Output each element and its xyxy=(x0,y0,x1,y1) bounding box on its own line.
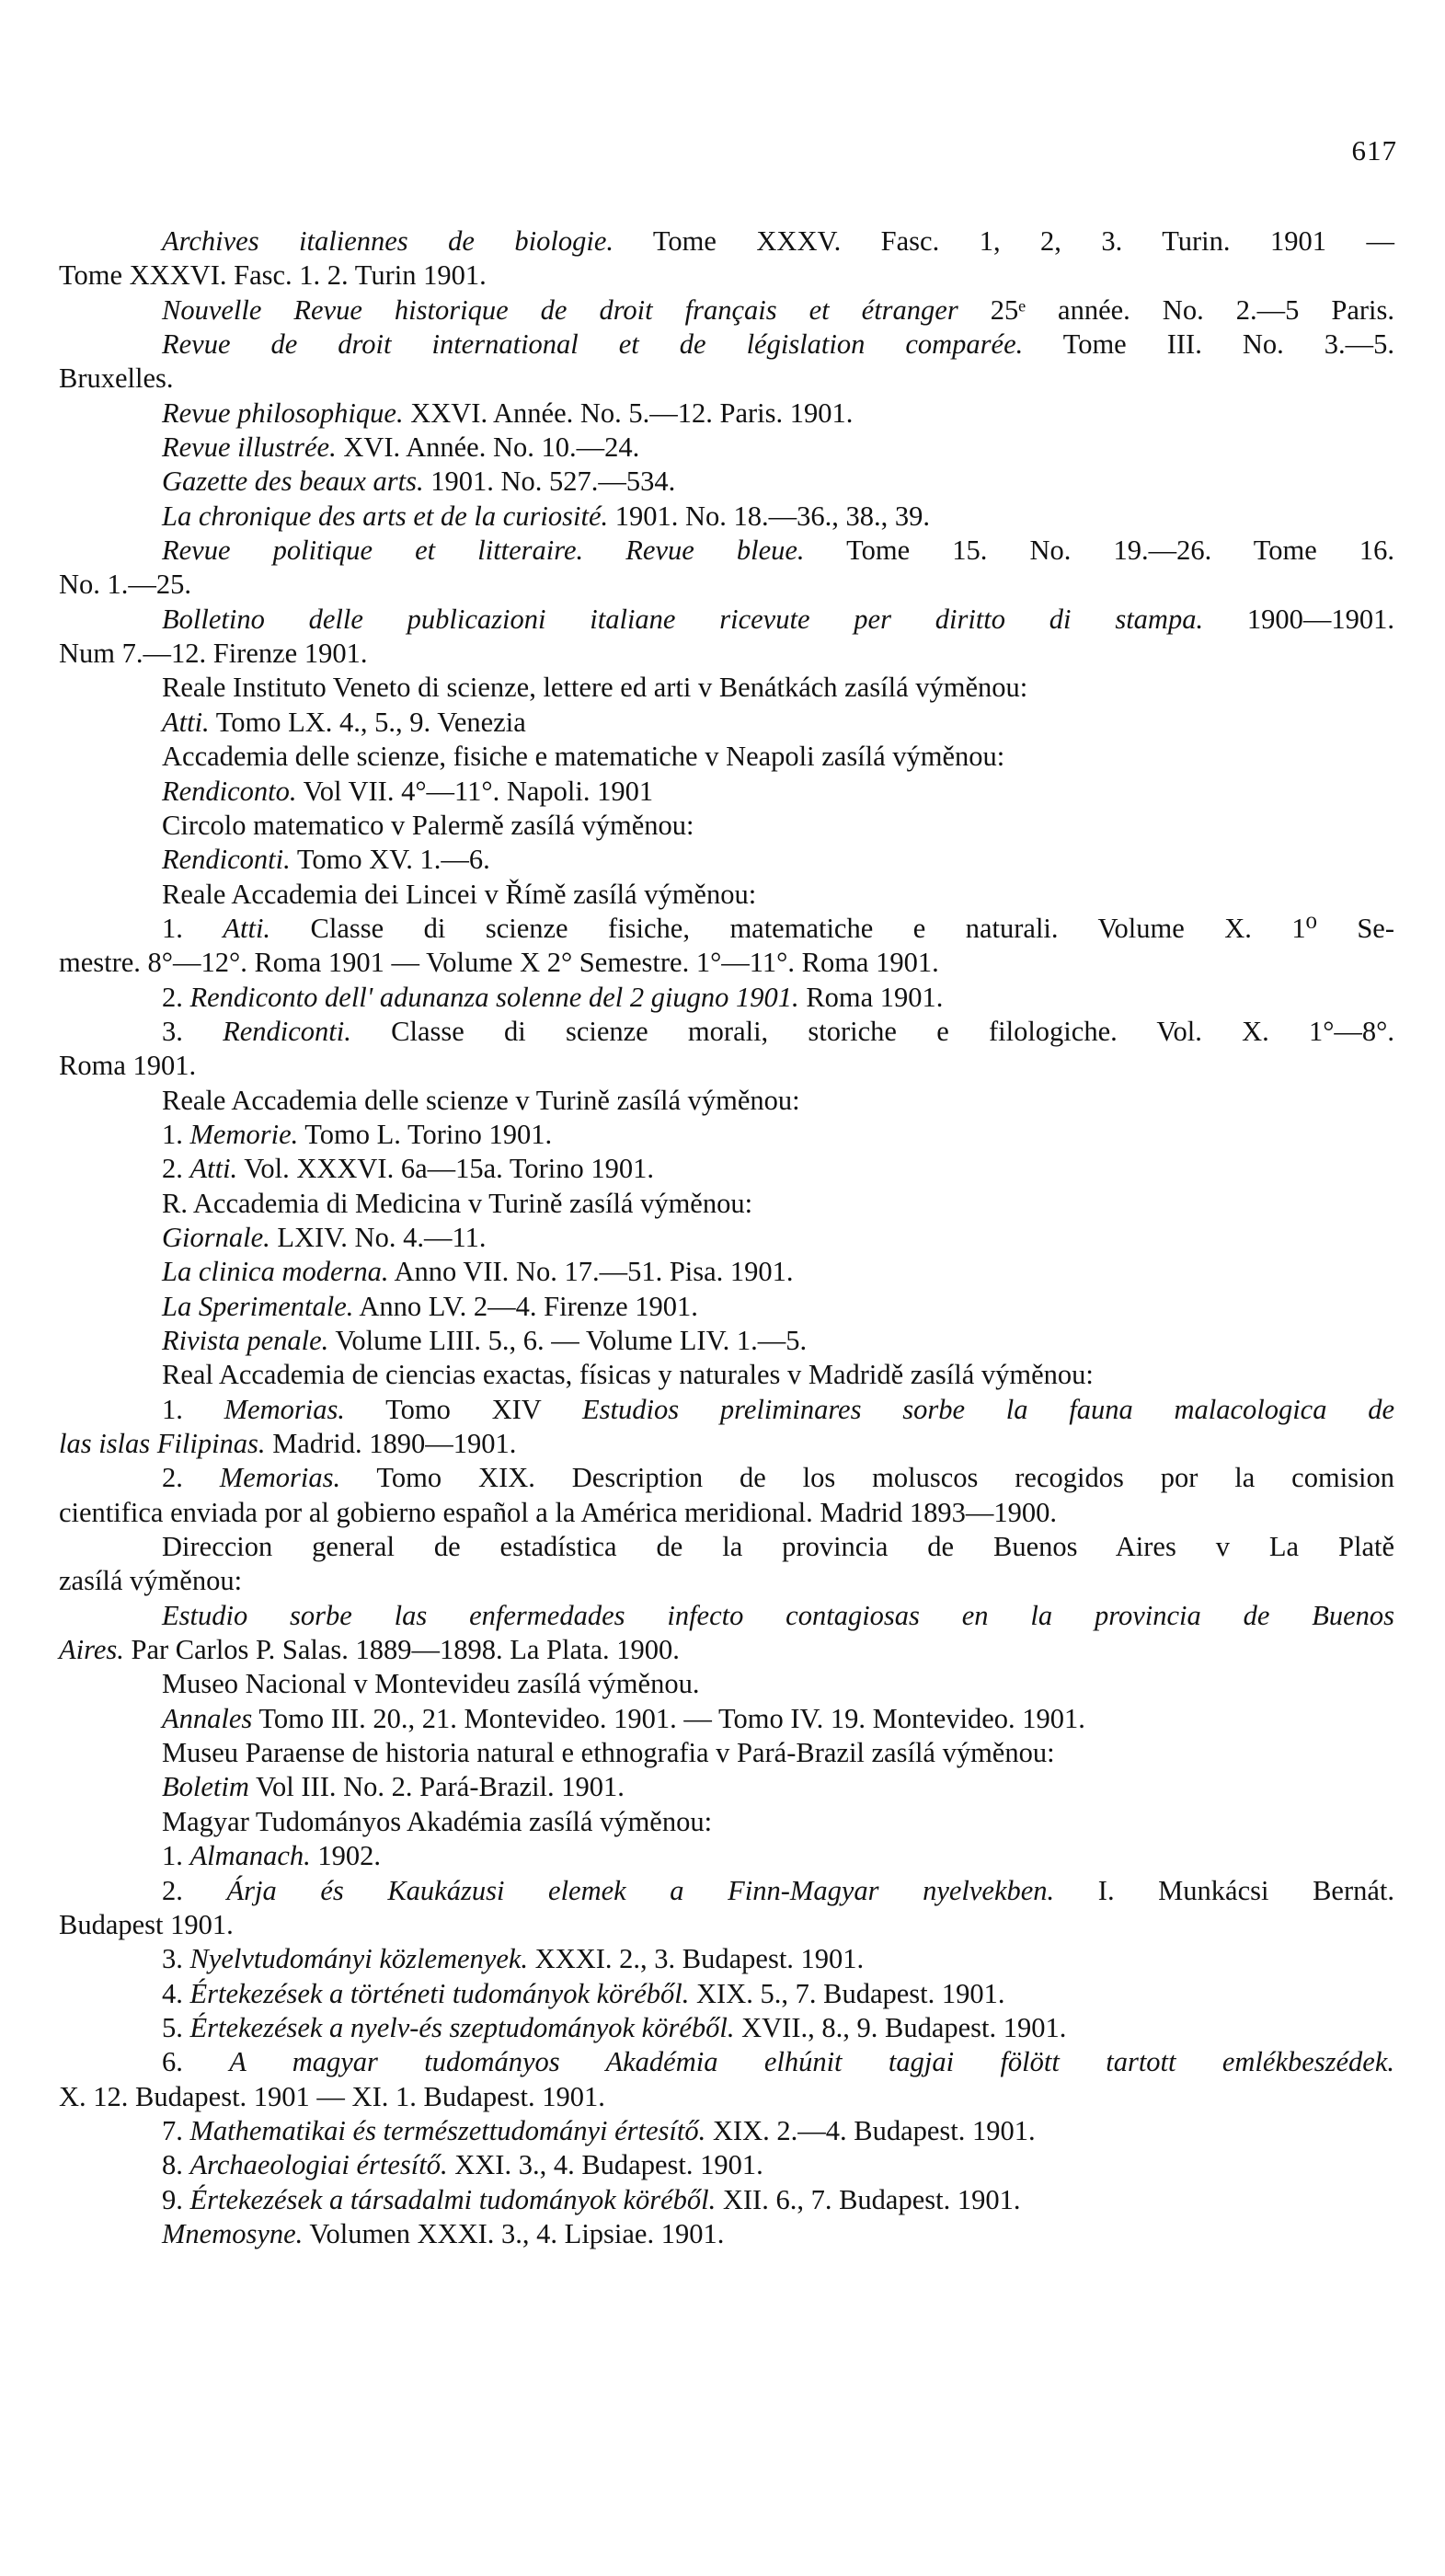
text-run: Tomo XV. 1.—6. xyxy=(290,844,490,876)
text-line xyxy=(59,1908,1394,1942)
text-line xyxy=(59,1942,1394,1976)
text-line xyxy=(59,1667,1394,1701)
text-line xyxy=(59,1015,1394,1049)
italic-title: Memorie. xyxy=(189,1118,299,1150)
text-line xyxy=(59,1736,1394,1770)
text-line xyxy=(59,1187,1394,1221)
text-line xyxy=(59,637,1394,671)
text-run: 7. xyxy=(162,2114,190,2146)
text-line xyxy=(59,2011,1394,2045)
text-run: Tomo LX. 4., 5., 9. Venezia xyxy=(209,706,526,738)
text-run: XIX. 2.—4. Budapest. 1901. xyxy=(705,2114,1036,2146)
text-line xyxy=(59,1461,1394,1495)
text-line xyxy=(59,328,1394,362)
text-line xyxy=(59,1324,1394,1358)
text-line xyxy=(59,1530,1394,1564)
italic-title: Értekezések a társadalmi tudományok köréből. xyxy=(189,2183,717,2215)
text-run: Par Carlos P. Salas. 1889—1898. La Plata. 1900. xyxy=(123,1634,680,1666)
text-run: Tome XXXV. Fasc. 1, 2, 3. Turin. 1901 — xyxy=(613,225,1394,257)
text-run: Tomo L. Torino 1901. xyxy=(298,1118,553,1150)
text-run: Real Accademia de ciencias exactas, físicas y naturales v Madridě zasílá výměnou: xyxy=(162,1359,1094,1391)
text-run: 1902. xyxy=(310,1840,382,1872)
text-run: XXXI. 2., 3. Budapest. 1901. xyxy=(528,1943,865,1975)
text-run: 1. xyxy=(162,912,224,944)
italic-title: Atti. xyxy=(189,1153,238,1185)
text-run: 1. xyxy=(162,1393,224,1425)
italic-title: Rendiconto dell' adunanza solenne del 2 giugno 1901. xyxy=(189,981,799,1013)
text-line xyxy=(59,1874,1394,1908)
text-run: Tomo III. 20., 21. Montevideo. 1901. — Tomo IV. 19. Montevideo. 1901. xyxy=(252,1702,1085,1734)
text-line xyxy=(59,1496,1394,1530)
text-run: Madrid. 1890—1901. xyxy=(265,1428,517,1460)
text-line xyxy=(59,843,1394,877)
text-line xyxy=(59,465,1394,499)
text-run: Accademia delle scienze, fisiche e matematiche v Neapoli zasílá výměnou: xyxy=(162,741,1005,773)
text-line xyxy=(59,568,1394,602)
text-run: 1. xyxy=(162,1840,190,1872)
text-line xyxy=(59,224,1394,259)
text-run: R. Accademia di Medicina v Turině zasílá výměnou: xyxy=(162,1187,753,1219)
text-line xyxy=(59,1118,1394,1152)
text-line xyxy=(59,2217,1394,2251)
text-run: LXIV. No. 4.—11. xyxy=(270,1221,487,1253)
text-run: XVII., 8., 9. Budapest. 1901. xyxy=(734,2011,1067,2043)
text-line xyxy=(59,1805,1394,1839)
text-run: Vol III. No. 2. Pará-Brazil. 1901. xyxy=(248,1771,625,1803)
text-line xyxy=(59,534,1394,568)
text-line xyxy=(59,397,1394,431)
text-run: Circolo matematico v Palermě zasílá výměnou: xyxy=(162,809,694,841)
text-run: Anno VII. No. 17.—51. Pisa. 1901. xyxy=(388,1256,794,1288)
text-run: Vol. XXXVI. 6a—15a. Torino 1901. xyxy=(237,1153,654,1185)
text-line xyxy=(59,981,1394,1015)
text-run: X. 12. Budapest. 1901 — XI. 1. Budapest. 1901. xyxy=(59,2080,605,2112)
text-line xyxy=(59,2183,1394,2217)
text-run: Tome XXXVI. Fasc. 1. 2. Turin 1901. xyxy=(59,259,487,292)
text-run: 4. xyxy=(162,1977,190,2009)
text-run: Vol VII. 4°—11°. Napoli. 1901 xyxy=(296,775,654,807)
text-run: 3. xyxy=(162,1015,224,1047)
text-line xyxy=(59,603,1394,637)
text-line xyxy=(59,1770,1394,1804)
italic-title: Estudio sorbe las enfermedades infecto contagiosas en la provincia de Buenos xyxy=(162,1599,1394,1631)
text-line xyxy=(59,259,1394,293)
italic-title: Estudios preliminares sorbe la fauna malacologica de xyxy=(582,1393,1394,1425)
text-line xyxy=(59,1255,1394,1289)
italic-title: La clinica moderna. xyxy=(162,1256,389,1288)
italic-title: La chronique des arts et de la curiosité. xyxy=(162,500,609,532)
italic-title: Giornale. xyxy=(162,1221,270,1253)
text-run: Reale Instituto Veneto di scienze, lettere ed arti v Benátkách zasílá výměnou: xyxy=(162,672,1028,704)
text-line xyxy=(59,946,1394,980)
italic-title: Értekezések a történeti tudományok köréből. xyxy=(189,1977,690,2009)
text-line xyxy=(59,1221,1394,1255)
italic-title: Memorias. xyxy=(224,1393,345,1425)
text-line xyxy=(59,1564,1394,1598)
italic-title: Revue philosophique. xyxy=(162,397,404,429)
text-run: 25ᵉ année. No. 2.—5 Paris. xyxy=(958,293,1394,326)
text-run: Classe di scienze fisiche, matematiche e naturali. Volume X. 1⁰ Se- xyxy=(270,912,1394,944)
italic-title: Árja és Kaukázusi elemek a Finn-Magyar nyelvekben. xyxy=(226,1874,1055,1906)
text-run: Volumen XXXI. 3., 4. Lipsiae. 1901. xyxy=(303,2217,725,2249)
italic-title: Archives italiennes de biologie. xyxy=(162,225,614,257)
text-run: XIX. 5., 7. Budapest. 1901. xyxy=(689,1977,1005,2009)
text-line xyxy=(59,671,1394,705)
italic-title: Értekezések a nyelv-és szeptudományok köréből. xyxy=(189,2011,735,2043)
italic-title: Mathematikai és természettudományi értesítő. xyxy=(189,2114,706,2146)
text-line xyxy=(59,878,1394,912)
text-line xyxy=(59,1702,1394,1736)
italic-title: Rendiconti. xyxy=(162,844,291,876)
italic-title: Atti. xyxy=(162,706,210,738)
text-line xyxy=(59,431,1394,465)
text-run: Budapest 1901. xyxy=(59,1908,234,1940)
text-run: Reale Accademia dei Lincei v Římě zasílá výměnou: xyxy=(162,878,757,910)
text-run: No. 1.—25. xyxy=(59,569,192,601)
text-line xyxy=(59,293,1394,328)
text-run: Num 7.—12. Firenze 1901. xyxy=(59,638,368,670)
italic-title: Rendiconti. xyxy=(223,1015,351,1047)
text-run: I. Munkácsi Bernát. xyxy=(1054,1874,1394,1906)
text-run: 8. xyxy=(162,2149,190,2181)
text-run: cientifica enviada por al gobierno español a la América meridional. Madrid 1893—1900. xyxy=(59,1496,1057,1528)
text-run: XXVI. Année. No. 5.—12. Paris. 1901. xyxy=(403,397,854,429)
italic-title: La Sperimentale. xyxy=(162,1290,354,1322)
italic-title: Aires. xyxy=(59,1634,124,1666)
text-line xyxy=(59,2114,1394,2148)
text-line xyxy=(59,809,1394,843)
italic-title: Almanach. xyxy=(189,1840,311,1872)
text-run: Anno LV. 2—4. Firenze 1901. xyxy=(353,1290,698,1322)
text-line xyxy=(59,1839,1394,1873)
italic-title: Gazette des beaux arts. xyxy=(162,466,424,498)
page-number: 617 xyxy=(1351,134,1397,167)
text-run: 5. xyxy=(162,2011,190,2043)
text-run: 6. xyxy=(162,2046,230,2078)
text-line xyxy=(59,2080,1394,2114)
italic-title: Mnemosyne. xyxy=(162,2217,304,2249)
text-run: Museu Paraense de historia natural e ethnografia v Pará-Brazil zasílá výměnou: xyxy=(162,1737,1055,1769)
italic-title: Rendiconto. xyxy=(162,775,297,807)
italic-title: Bolletino delle publicazioni italiane ricevute per diritto di stampa. xyxy=(162,603,1204,635)
text-run: 1900—1901. xyxy=(1203,603,1395,635)
text-line xyxy=(59,1977,1394,2011)
italic-title: Archaeologiai értesítő. xyxy=(189,2149,448,2181)
italic-title: Annales xyxy=(162,1702,253,1734)
text-line xyxy=(59,1633,1394,1667)
text-run: 2. xyxy=(162,1153,190,1185)
text-run: Volume LIII. 5., 6. — Volume LIV. 1.—5. xyxy=(328,1325,808,1356)
text-run: Tome III. No. 3.—5. xyxy=(1023,328,1394,361)
text-run: 2. xyxy=(162,1462,220,1494)
text-line xyxy=(59,1152,1394,1186)
text-run: Tomo XIX. Description de los moluscos recogidos por la comision xyxy=(340,1462,1395,1494)
catalogue-text xyxy=(59,224,1394,2251)
text-run: 1. xyxy=(162,1118,190,1150)
text-run: Bruxelles. xyxy=(59,362,174,395)
text-line xyxy=(59,1049,1394,1083)
text-run: Tome 15. No. 19.—26. Tome 16. xyxy=(804,535,1395,567)
text-line xyxy=(59,500,1394,534)
italic-title: las islas Filipinas. xyxy=(59,1428,266,1460)
italic-title: Revue illustrée. xyxy=(162,431,337,464)
italic-title: A magyar tudományos Akadémia elhúnit tagjai fölött tartott emlékbeszédek. xyxy=(229,2046,1394,2078)
italic-title: Revue politique et litteraire. Revue bleue. xyxy=(162,535,805,567)
text-run: Classe di scienze morali, storiche e filologiche. Vol. X. 1°—8°. xyxy=(350,1015,1395,1047)
text-line xyxy=(59,1393,1394,1427)
text-run: XXI. 3., 4. Budapest. 1901. xyxy=(447,2149,763,2181)
text-run: XVI. Année. No. 10.—24. xyxy=(336,431,640,464)
text-run: Museo Nacional v Montevideu zasílá výměnou. xyxy=(162,1668,700,1700)
text-run: zasílá výměnou: xyxy=(59,1565,243,1597)
text-run: XII. 6., 7. Budapest. 1901. xyxy=(716,2183,1021,2215)
text-line xyxy=(59,1599,1394,1633)
text-line xyxy=(59,2045,1394,2079)
text-run: Reale Accademia delle scienze v Turině zasílá výměnou: xyxy=(162,1084,800,1116)
italic-title: Boletim xyxy=(162,1771,249,1803)
text-line xyxy=(59,2148,1394,2182)
italic-title: Revue de droit international et de législation comparée. xyxy=(162,328,1024,361)
text-run: 9. xyxy=(162,2183,190,2215)
text-run: 2. xyxy=(162,1874,227,1906)
text-line xyxy=(59,362,1394,396)
text-run: Direccion general de estadística de la provincia de Buenos Aires v La Platě xyxy=(162,1531,1394,1563)
italic-title: Atti. xyxy=(223,912,271,944)
text-run: 2. xyxy=(162,981,190,1013)
text-line xyxy=(59,1358,1394,1392)
text-line xyxy=(59,912,1394,946)
italic-title: Nouvelle Revue historique de droit français et étranger xyxy=(162,293,958,326)
text-run: Roma 1901. xyxy=(798,981,944,1013)
text-line xyxy=(59,1290,1394,1324)
text-run: 1901. No. 18.—36., 38., 39. xyxy=(608,500,931,532)
italic-title: Memorias. xyxy=(219,1462,341,1494)
text-line xyxy=(59,1427,1394,1461)
text-line xyxy=(59,775,1394,809)
italic-title: Rivista penale. xyxy=(162,1325,329,1356)
italic-title: Nyelvtudományi közlemenyek. xyxy=(189,1943,529,1975)
text-run: Magyar Tudományos Akadémia zasílá výměnou: xyxy=(162,1805,713,1837)
text-run: 1901. No. 527.—534. xyxy=(423,466,676,498)
text-run: 3. xyxy=(162,1943,190,1975)
text-line xyxy=(59,1084,1394,1118)
text-run: Roma 1901. xyxy=(59,1050,197,1082)
text-run: Tomo XIV xyxy=(344,1393,583,1425)
text-run: mestre. 8°—12°. Roma 1901 — Volume X 2° Semestre. 1°—11°. Roma 1901. xyxy=(59,947,939,979)
text-line xyxy=(59,706,1394,740)
text-line xyxy=(59,740,1394,774)
